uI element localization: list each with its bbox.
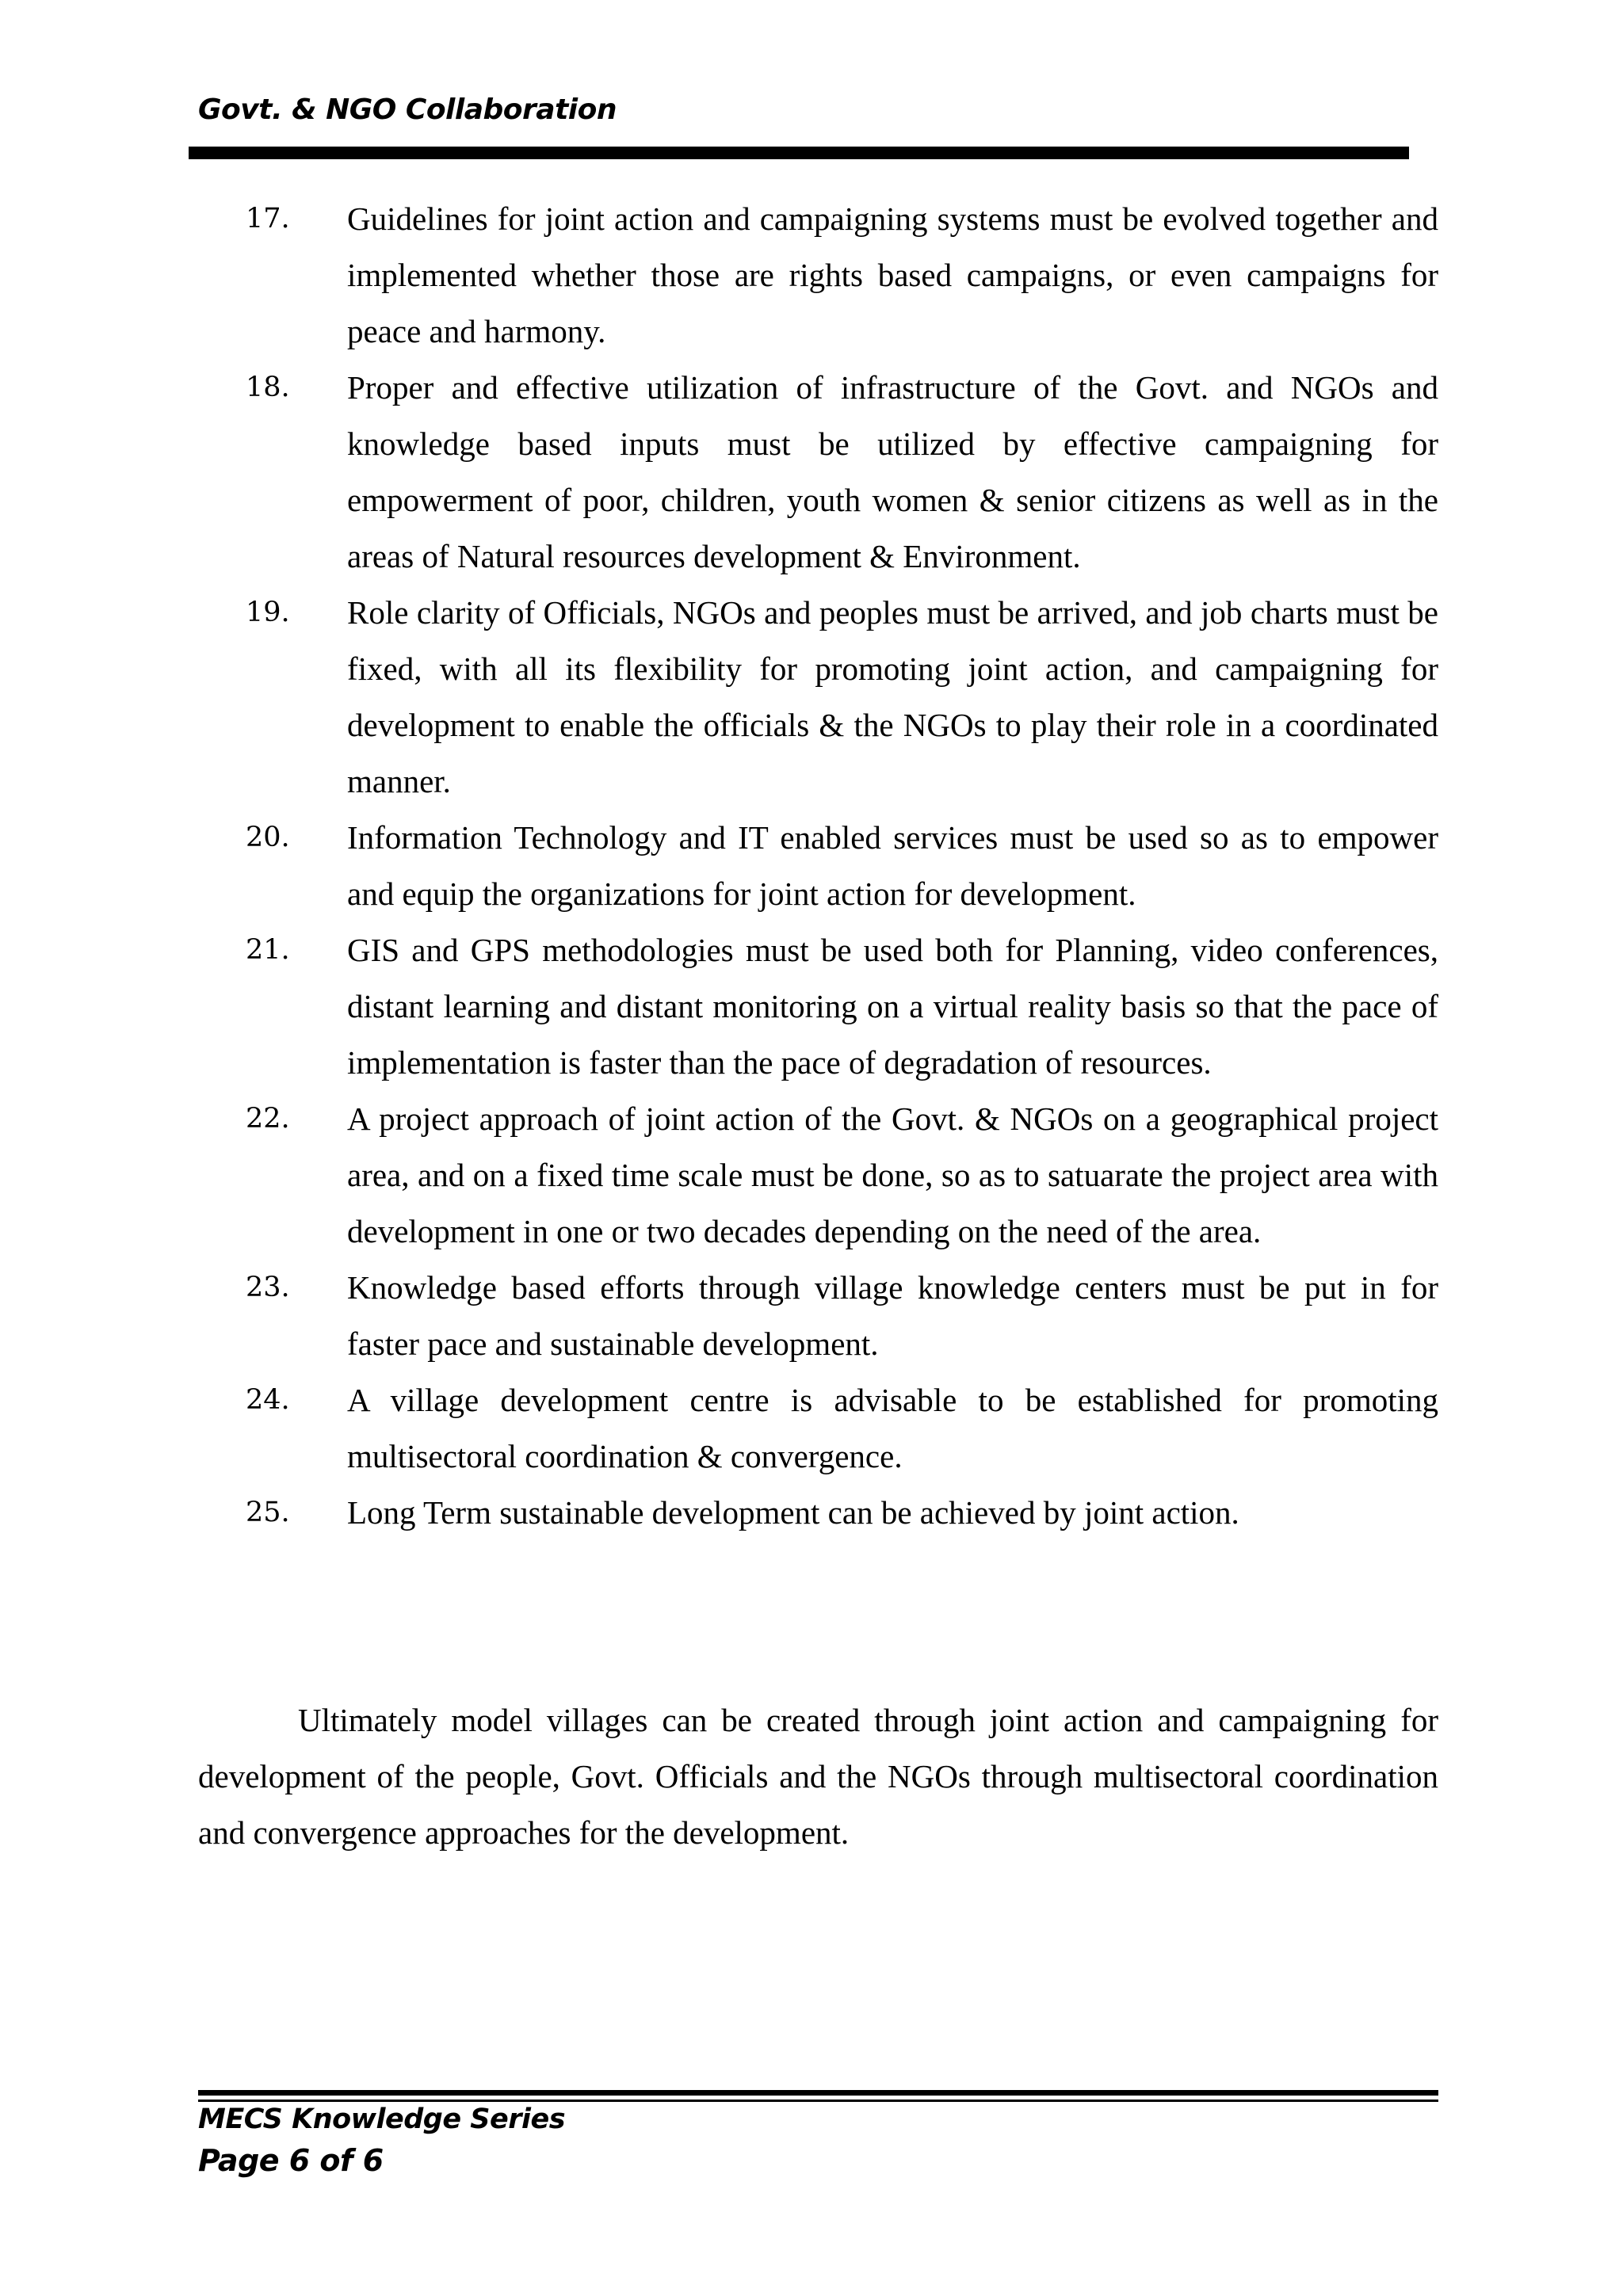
item-text: Information Technology and IT enabled services must be used so as to empower and equip the organizations for joint action for development. [347, 819, 1438, 912]
footer-page-number: Page 6 of 6 [198, 2143, 384, 2178]
closing-paragraph: Ultimately model villages can be created through joint action and campaigning for development of the people, Govt. Officials and the NGOs through multisectoral coordination and convergence approaches for the development. [198, 1702, 1438, 1851]
item-text: Proper and effective utilization of infrastructure of the Govt. and NGOs and knowledge based inputs must be utilized by effective campaigning for empowerment of poor, children, youth women & senior citizens as well as in the areas of Natural resources development & Environment. [347, 369, 1438, 574]
recommendation-list [246, 191, 1438, 1541]
header-title: Govt. & NGO Collaboration [198, 93, 617, 126]
list-item [246, 1372, 1438, 1485]
list-item [246, 810, 1438, 922]
list-item [246, 1485, 1438, 1541]
list-item [246, 585, 1438, 810]
list-item [246, 360, 1438, 585]
item-text: Role clarity of Officials, NGOs and peoples must be arrived, and job charts must be fixed, with all its flexibility for promoting joint action, and campaigning for development to enable the officials & the NGOs to play their role in a coordinated manner. [347, 594, 1438, 799]
item-text: Guidelines for joint action and campaigning systems must be evolved together and implemented whether those are rights based campaigns, or even campaigns for peace and harmony. [347, 200, 1438, 349]
list-item [246, 1091, 1438, 1260]
list-item [246, 1260, 1438, 1372]
item-number: 23. [246, 1272, 290, 1303]
item-number: 17. [246, 203, 290, 235]
item-number: 22. [246, 1103, 290, 1135]
item-text: Knowledge based efforts through village knowledge centers must be put in for faster pace and sustainable development. [347, 1269, 1438, 1362]
item-text: GIS and GPS methodologies must be used both for Planning, video conferences, distant learning and distant monitoring on a virtual reality basis so that the pace of implementation is faster than the pace of degradation of resources. [347, 932, 1438, 1081]
list-item [246, 191, 1438, 360]
footer-series-title: MECS Knowledge Series [198, 2103, 566, 2135]
item-text: Long Term sustainable development can be achieved by joint action. [347, 1494, 1239, 1531]
item-number: 21. [246, 934, 290, 966]
item-number: 20. [246, 822, 290, 853]
footer-rule-thick [198, 2090, 1438, 2096]
list-item [246, 922, 1438, 1091]
item-number: 24. [246, 1384, 290, 1416]
item-number: 25. [246, 1497, 290, 1528]
item-number: 18. [246, 372, 290, 403]
item-number: 19. [246, 597, 290, 628]
header-rule [189, 147, 1409, 159]
footer-rule-thin [198, 2100, 1438, 2102]
item-text: A project approach of joint action of the Govt. & NGOs on a geographical project area, and on a fixed time scale must be done, so as to satuarate the project area with development in one or two decades depending on the need of the area. [347, 1100, 1438, 1249]
item-text: A village development centre is advisable to be established for promoting multisectoral coordination & convergence. [347, 1382, 1438, 1474]
